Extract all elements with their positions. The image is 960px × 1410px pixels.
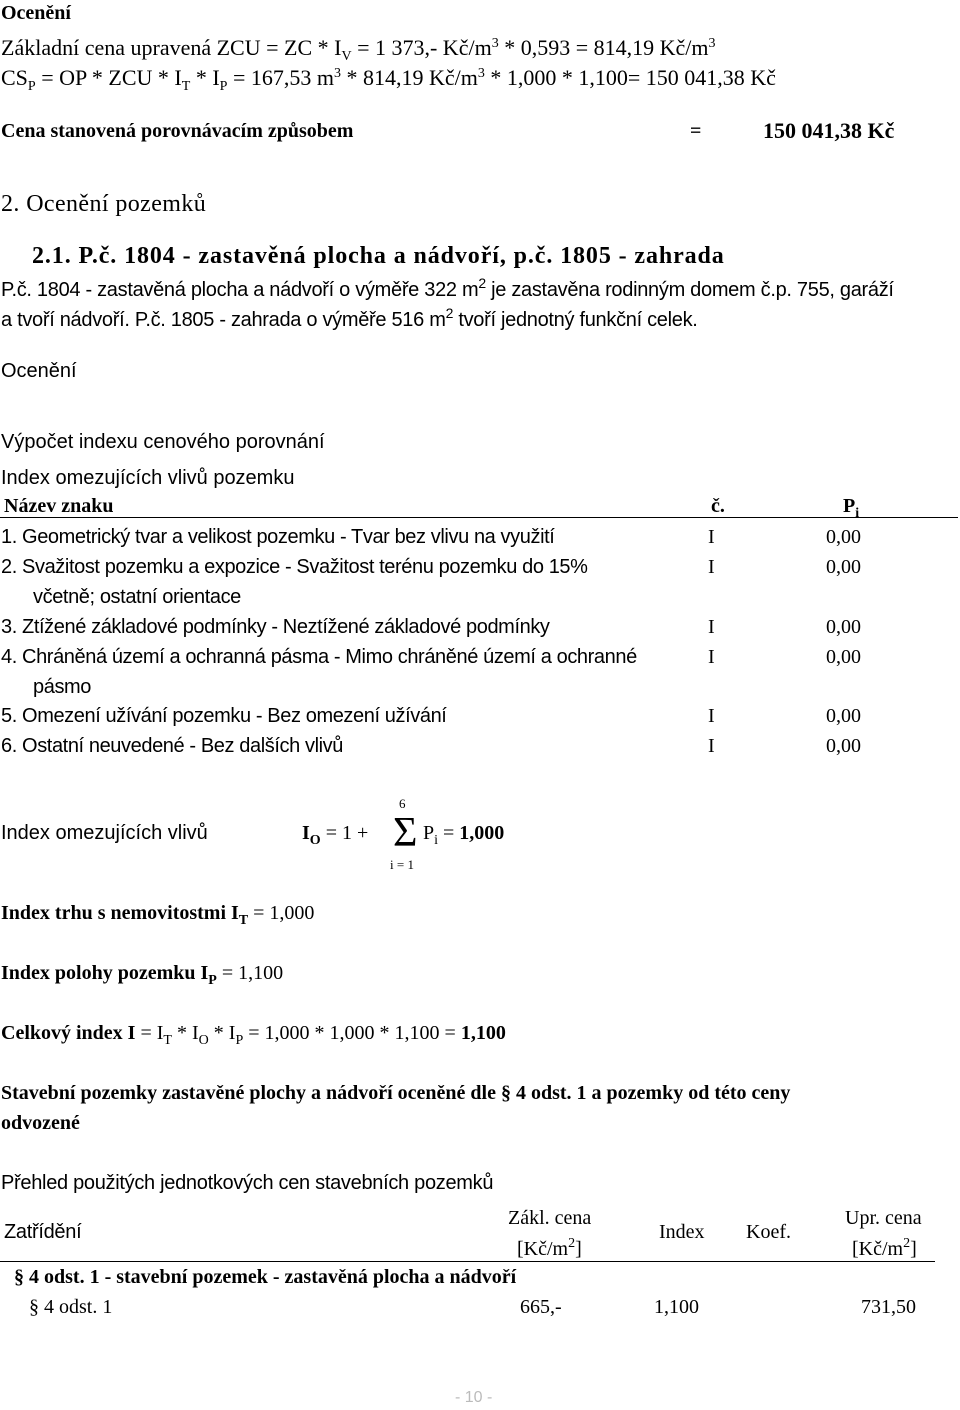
cena-value: 150 041,38 Kč [763, 118, 895, 143]
table-cell-c: I [708, 526, 715, 548]
csp-text-d: = 167,53 m [227, 65, 334, 90]
col-header-name: Název znaku [4, 495, 114, 517]
stavebni-line-2: odvozené [1, 1112, 80, 1134]
desc1-text-a: P.č. 1804 - zastavěná plocha a nádvoří o výměře 322 m [1, 279, 479, 301]
table-cell-p: 0,00 [826, 646, 861, 668]
zcu-text-b: = 1 373,- Kč/m [351, 35, 492, 60]
celk-c: * I [171, 1022, 199, 1044]
h-upr-sup: 2 [903, 1236, 911, 1251]
desc2-text-b: tvoří jednotný funkční celek. [453, 309, 698, 331]
col-p-sub: i [855, 506, 860, 521]
celk-result: 1,100 [460, 1022, 506, 1044]
desc2-sup: 2 [445, 305, 454, 321]
formula-io [302, 822, 369, 848]
io-sub: O [309, 833, 321, 848]
trh-text: Index trhu s nemovitostmi I [1, 902, 239, 924]
prehled-header-rule [0, 1261, 935, 1262]
h-upr-2 [852, 1236, 917, 1260]
table-cell-p: 0,00 [826, 526, 861, 548]
table-row: 4. Chráněná území a ochranná pásma - Mimo chráněné území a ochranné [1, 646, 637, 668]
col-p-text: P [843, 495, 856, 517]
csp-text-e: * 814,19 Kč/m [340, 65, 478, 90]
csp-sub2: T [181, 79, 191, 94]
cena-eq: = [690, 120, 702, 142]
poloha-text: Index polohy pozemku I [1, 962, 209, 984]
trh-value: = 1,000 [248, 902, 315, 924]
h-zakl-1: Zákl. cena [508, 1207, 592, 1229]
celk-d: * I [208, 1022, 236, 1044]
table-header-rule [0, 517, 958, 518]
poloha-sub: P [208, 973, 217, 988]
stavebni-line-1: Stavební pozemky zastavěné plochy a nádvoří oceněné dle § 4 odst. 1 a pozemky od této ceny [1, 1082, 791, 1104]
celk-e: = 1,000 * 1,000 * 1,100 = [243, 1022, 461, 1044]
zcu-sub: V [341, 49, 352, 64]
csp-sub: P [27, 79, 36, 94]
prehled-row-zakl: 665,- [520, 1296, 562, 1318]
formula-result [423, 822, 505, 848]
index-celkovy [1, 1022, 506, 1048]
formula-p: P [423, 822, 435, 844]
table-cell-c: I [708, 556, 715, 578]
h-zakl-2 [517, 1236, 582, 1260]
desc1-sup: 2 [478, 275, 486, 291]
zcu-text-c: * 0,593 = 814,19 Kč/m [498, 35, 709, 60]
sum-sign: Σ [393, 810, 418, 856]
zcu-sup2: 3 [708, 36, 716, 51]
top-heading: Ocenění [1, 2, 71, 24]
csp-sup2: 3 [477, 66, 485, 81]
trh-sub: T [238, 913, 249, 928]
csp-text-b: = OP * ZCU * I [35, 65, 182, 90]
h-upr-1: Upr. cena [845, 1207, 922, 1229]
index-title: Výpočet indexu cenového porovnání [1, 431, 325, 453]
table-cell-c: I [708, 646, 715, 668]
cena-label: Cena stanovená porovnávacím způsobem [1, 120, 354, 142]
h-upr-bracket: ] [910, 1238, 917, 1260]
celk-sub3: P [235, 1033, 244, 1048]
formula-label: Index omezujících vlivů [1, 822, 208, 844]
col-header-c: č. [711, 495, 725, 517]
desc-line-1 [1, 275, 894, 301]
table-cell-p: 0,00 [826, 556, 861, 578]
table-row: 1. Geometrický tvar a velikost pozemku - Tvar bez vlivu na využití [1, 526, 555, 548]
csp-sup: 3 [333, 66, 341, 81]
section-title: 2. Ocenění pozemků [1, 191, 207, 217]
table-row: 5. Omezení užívání pozemku - Bez omezení užívání [1, 705, 447, 727]
poloha-value: = 1,100 [216, 962, 284, 984]
col-header-p [843, 495, 860, 521]
io-letter: I [302, 822, 310, 844]
table-cell-p: 0,00 [826, 735, 861, 757]
table-row: 6. Ostatní neuvedené - Bez dalších vlivů [1, 735, 343, 757]
table-cell-c: I [708, 705, 715, 727]
table-cell-c: I [708, 616, 715, 638]
h-upr-unit: [Kč/m [852, 1238, 904, 1260]
formula-result-value: 1,000 [459, 822, 505, 844]
table-row-cont: včetně; ostatní orientace [33, 586, 241, 608]
section-subtitle: 2.1. P.č. 1804 - zastavěná plocha a nádvoří, p.č. 1805 - zahrada [32, 243, 725, 269]
h-zakl-sup: 2 [568, 1236, 576, 1251]
h-zatrideni: Zatřídění [4, 1221, 82, 1243]
celk-text: Celkový index I [1, 1022, 136, 1044]
index-trh [1, 902, 315, 928]
table-row: 2. Svažitost pozemku a expozice - Svažitost terénu pozemku do 15% [1, 556, 588, 578]
h-zakl-unit: [Kč/m [517, 1238, 569, 1260]
h-index: Index [659, 1221, 705, 1243]
table-row-cont: pásmo [33, 676, 92, 698]
table-row: 3. Ztížené základové podmínky - Neztížené základové podmínky [1, 616, 550, 638]
zcu-text-a: Základní cena upravená ZCU = ZC * I [1, 35, 342, 60]
csp-sub3: P [219, 79, 228, 94]
zcu-sup: 3 [491, 36, 499, 51]
sum-lower-limit: i = 1 [390, 857, 414, 872]
prehled-row-index: 1,100 [654, 1296, 699, 1318]
prehled-title: Přehled použitých jednotkových cen stavebních pozemků [1, 1172, 494, 1194]
index-subtitle: Index omezujících vlivů pozemku [1, 467, 295, 489]
celk-sub1: T [163, 1033, 172, 1048]
table-cell-c: I [708, 735, 715, 757]
prehled-row-upr: 731,50 [861, 1296, 916, 1318]
table-cell-p: 0,00 [826, 616, 861, 638]
formula-eq: = 1 + [320, 822, 369, 844]
desc1-text-b: je zastavěna rodinným domem č.p. 755, garáží [485, 279, 894, 301]
h-zakl-bracket: ] [575, 1238, 582, 1260]
prehled-row-label: § 4 odst. 1 [29, 1296, 113, 1318]
formula-result-eq: = [438, 822, 460, 844]
csp-text-f: * 1,000 * 1,100= 150 041,38 Kč [484, 65, 776, 90]
csp-text-c: * I [190, 65, 220, 90]
desc2-text-a: a tvoří nádvoří. P.č. 1805 - zahrada o výměře 516 m [1, 309, 446, 331]
celk-b: = I [135, 1022, 164, 1044]
sum-upper-limit: 6 [399, 796, 406, 811]
celk-sub2: O [198, 1033, 209, 1048]
index-poloha [1, 962, 284, 988]
zcu-line [1, 35, 716, 64]
csp-text-a: CS [1, 65, 28, 90]
prehled-group: § 4 odst. 1 - stavební pozemek - zastavěná plocha a nádvoří [14, 1266, 517, 1288]
oceneni-label: Ocenění [1, 360, 77, 382]
formula-p-sub: i [434, 833, 439, 848]
h-koef: Koef. [746, 1221, 791, 1243]
page-number: - 10 - [455, 1389, 493, 1406]
csp-line [1, 65, 776, 94]
desc-line-2 [1, 305, 698, 331]
table-cell-p: 0,00 [826, 705, 861, 727]
